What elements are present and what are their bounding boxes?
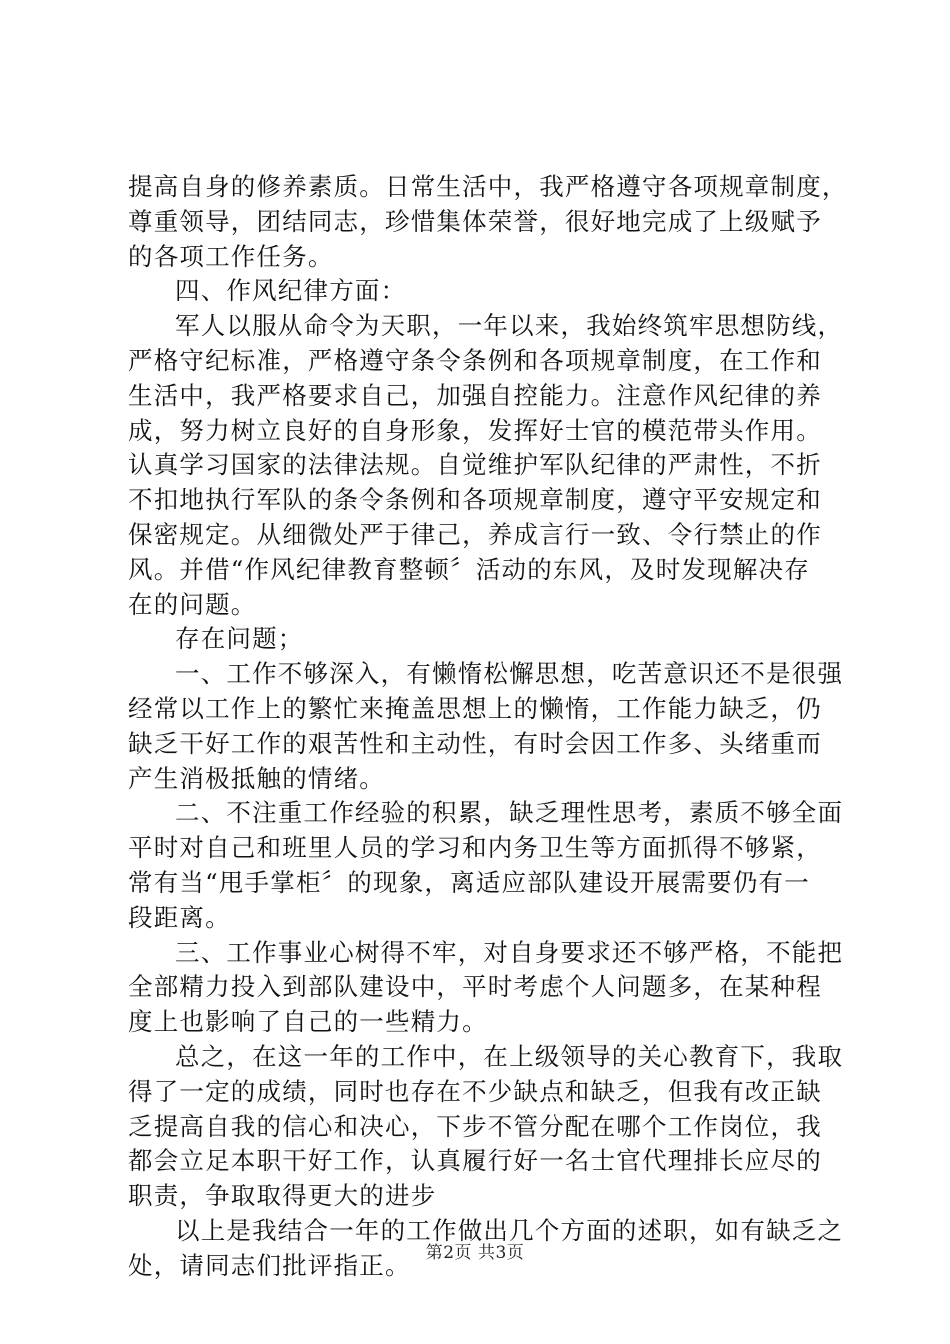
text-line: 得了一定的成绩，同时也存在不少缺点和缺乏，但我有改正缺 — [128, 1076, 822, 1106]
text-line: 都会立足本职干好工作，认真履行好一名士官代理排长应尽的 — [128, 1146, 822, 1176]
text-line: 存在问题； — [175, 624, 304, 654]
text-line: 保密规定。从细微处严于律己，养成言行一致、令行禁止的作 — [128, 519, 822, 549]
text-line: 职责，争取取得更大的进步 — [128, 1181, 437, 1211]
text-line: 风。并借“作风纪律教育整顿〞活动的东风，及时发现解决存 — [128, 554, 810, 584]
text-line: 生活中，我严格要求自己，加强自控能力。注意作风纪律的养 — [128, 380, 822, 410]
text-line: 全部精力投入到部队建设中，平时考虑个人问题多，在某种程 — [128, 972, 822, 1002]
text-line: 平时对自己和班里人员的学习和内务卫生等方面抓得不够紧， — [128, 833, 822, 863]
body-text — [128, 170, 848, 1284]
text-line: 二、不注重工作经验的积累，缺乏理性思考，素质不够全面 — [175, 798, 844, 828]
text-line: 经常以工作上的繁忙来掩盖思想上的懒惰，工作能力缺乏，仍 — [128, 693, 822, 723]
text-line: 严格守纪标准，严格遵守条令条例和各项规章制度，在工作和 — [128, 345, 822, 375]
text-line: 提高自身的修养素质。日常生活中，我严格遵守各项规章制度， — [128, 172, 848, 201]
text-line: 在的问题。 — [128, 589, 257, 619]
text-line: 一、工作不够深入，有懒惰松懈思想，吃苦意识还不是很强 — [175, 659, 844, 689]
page-number-footer: 第2页 共3页 — [425, 1243, 525, 1263]
text-line: 以上是我结合一年的工作做出几个方面的述职，如有缺乏之 — [175, 1215, 844, 1245]
text-line: 四、作风纪律方面： — [175, 276, 407, 306]
text-line: 的各项工作任务。 — [128, 241, 334, 271]
text-line: 三、工作事业心树得不牢，对自身要求还不够严格，不能把 — [175, 937, 844, 967]
text-line: 度上也影响了自己的一些精力。 — [128, 1007, 488, 1037]
text-line: 军人以服从命令为天职，一年以来，我始终筑牢思想防线， — [175, 311, 844, 341]
text-line: 乏提高自我的信心和决心，下步不管分配在哪个工作岗位，我 — [128, 1111, 822, 1141]
text-line: 认真学习国家的法律法规。自觉维护军队纪律的严肃性，不折 — [128, 450, 822, 480]
text-line: 尊重领导，团结同志，珍惜集体荣誉，很好地完成了上级赋予 — [128, 206, 822, 236]
text-line: 段距离。 — [128, 902, 231, 932]
text-line: 缺乏干好工作的艰苦性和主动性，有时会因工作多、头绪重而 — [128, 728, 822, 758]
text-line: 常有当“甩手掌柜〞的现象，离适应部队建设开展需要仍有一 — [128, 867, 810, 897]
text-line: 产生消极抵触的情绪。 — [128, 763, 385, 793]
text-line: 成，努力树立良好的自身形象，发挥好士官的模范带头作用。 — [128, 415, 822, 445]
text-line: 不扣地执行军队的条令条例和各项规章制度，遵守平安规定和 — [128, 485, 822, 515]
text-line: 总之，在这一年的工作中，在上级领导的关心教育下，我取 — [175, 1041, 844, 1071]
text-line: 处，请同志们批评指正。 — [128, 1250, 411, 1280]
